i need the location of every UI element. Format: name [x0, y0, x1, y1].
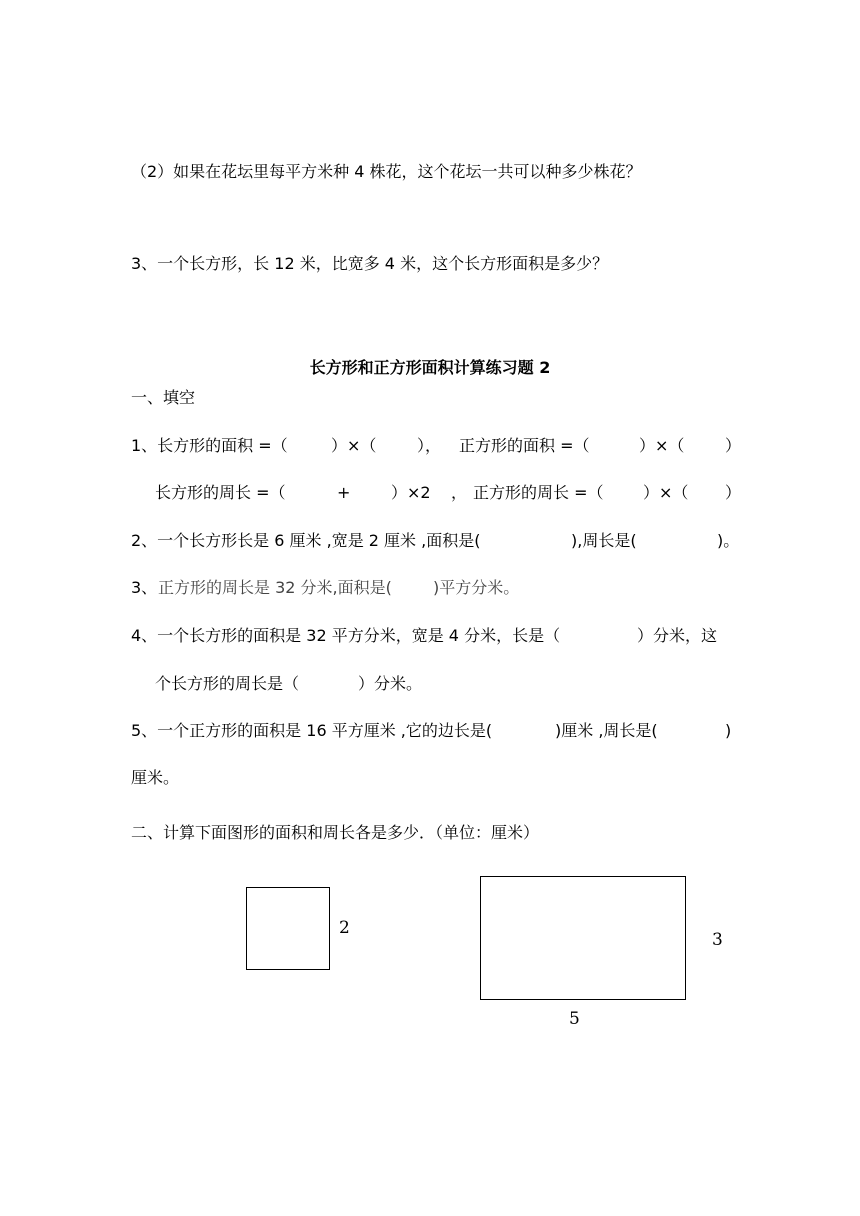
q5-perimeter-label: )厘米 ,周长是( — [555, 721, 658, 740]
fill-q5-line1 — [131, 721, 741, 741]
q5-text: 5、一个正方形的面积是 16 平方厘米 ,它的边长是( — [131, 721, 493, 740]
problem-2-sub: （2）如果在花坛里每平方米种 4 株花，这个花坛一共可以种多少株花？ — [131, 162, 642, 181]
section-heading-calculate: 二、计算下面图形的面积和周长各是多少．（单位：厘米） — [131, 823, 540, 842]
square-figure — [246, 887, 330, 970]
q1-comma: ， — [451, 483, 468, 502]
fill-q4-line2 — [155, 674, 455, 694]
q1-rect-perimeter-label: 长方形的周长 =（ — [155, 483, 286, 502]
q4-perimeter-label: 个长方形的周长是（ — [155, 674, 300, 693]
q2-close: )。 — [717, 531, 740, 550]
q4-perimeter-unit: ）分米。 — [358, 674, 423, 693]
fill-q3 — [131, 578, 531, 598]
worksheet-title: 长方形和正方形面积计算练习题 2 — [309, 358, 551, 377]
q1-square-area-times: ）×（ — [639, 436, 685, 455]
q4-length-unit: ）分米，这 — [637, 626, 718, 645]
q1-square-perimeter-close: ） — [725, 483, 742, 502]
problem-3: 3、一个长方形，长 12 米，比宽多 4 米，这个长方形面积是多少？ — [131, 254, 609, 273]
fill-q4-line1 — [131, 626, 741, 646]
q1-rect-area-label: 1、长方形的面积 =（ — [131, 436, 288, 455]
rectangle-length-label: 5 — [569, 1009, 580, 1029]
fill-q2 — [131, 531, 741, 551]
fill-q5-line2: 厘米。 — [131, 768, 180, 787]
q1-rect-area-times: ）×（ — [331, 436, 377, 455]
rectangle-width-label: 3 — [712, 930, 723, 950]
q1-square-perimeter-times: ）×（ — [643, 483, 689, 502]
q4-text: 4、一个长方形的面积是 32 平方分米，宽是 4 分米，长是（ — [131, 626, 561, 645]
q3-unit: )平方分米。 — [433, 578, 520, 597]
q1-rect-perimeter-times2: ）×2 — [391, 483, 431, 502]
rectangle-figure — [480, 876, 686, 1000]
q5-close: ) — [725, 721, 732, 740]
q2-text: 2、一个长方形长是 6 厘米 ,宽是 2 厘米 ,面积是( — [131, 531, 481, 550]
fill-q1-line1 — [131, 436, 741, 456]
q2-perimeter-label: ),周长是( — [571, 531, 637, 550]
q3-number: 3、 — [131, 578, 158, 597]
q1-square-area-label: 正方形的面积 =（ — [459, 436, 590, 455]
square-side-label: 2 — [339, 918, 350, 938]
q1-rect-area-close: ）， — [417, 436, 442, 455]
fill-q1-line2 — [155, 483, 741, 503]
section-heading-fill: 一、填空 — [131, 388, 196, 407]
q1-square-perimeter-label: 正方形的周长 =（ — [473, 483, 604, 502]
q3-text: 正方形的周长是 32 分米,面积是( — [158, 578, 392, 597]
q1-rect-perimeter-plus: + — [337, 483, 351, 502]
q1-square-area-close: ） — [725, 436, 742, 455]
